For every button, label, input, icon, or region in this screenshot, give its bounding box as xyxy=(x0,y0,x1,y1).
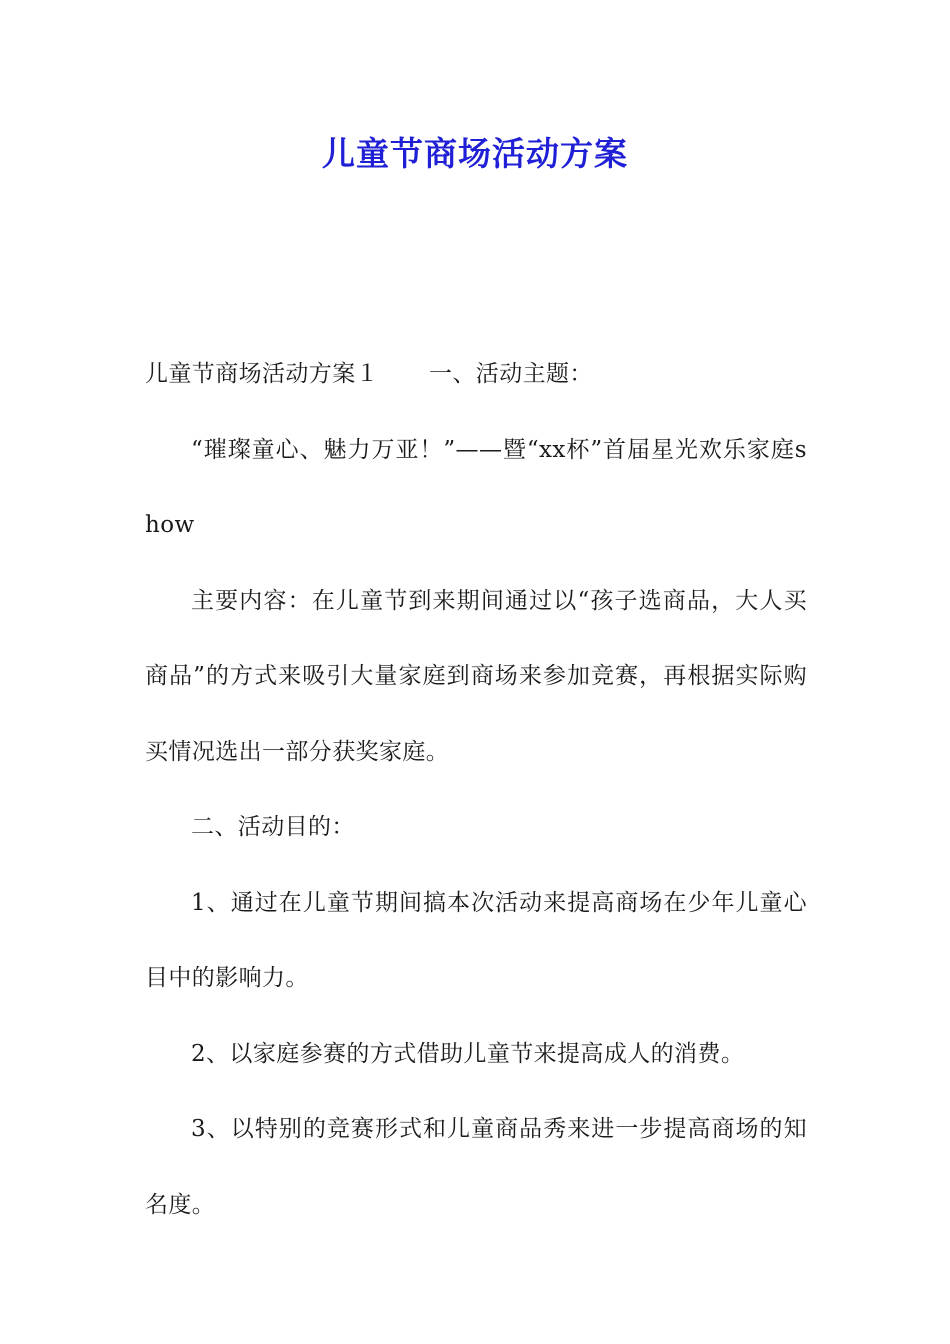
document-body xyxy=(145,337,807,1243)
section-heading-purpose: 二、活动目的： xyxy=(191,814,355,840)
paragraph-purpose-2: 2、以家庭参赛的方式借助儿童节来提高成人的消费。 xyxy=(191,1040,745,1067)
paragraph-purpose-1: 1、通过在儿童节期间搞本次活动来提高商场在少年儿童心目中的影响力。 xyxy=(145,889,807,991)
section-heading-theme: 一、活动主题： xyxy=(429,361,593,387)
plan-label: 儿童节商场活动方案１ xyxy=(145,361,379,387)
intro-line xyxy=(145,337,807,413)
document-title: 儿童节商场活动方案 xyxy=(322,134,628,173)
paragraph-purpose-3: 3、以特别的竞赛形式和儿童商品秀来进一步提高商场的知名度。 xyxy=(145,1116,807,1218)
paragraph-theme: “璀璨童心、魅力万亚！”——暨“xx杯”首届星光欢乐家庭show xyxy=(145,436,807,538)
paragraph-main-content: 主要内容：在儿童节到来期间通过以“孩子选商品，大人买商品”的方式来吸引大量家庭到商场来参加竞赛，再根据实际购买情况选出一部分获奖家庭。 xyxy=(145,587,807,765)
